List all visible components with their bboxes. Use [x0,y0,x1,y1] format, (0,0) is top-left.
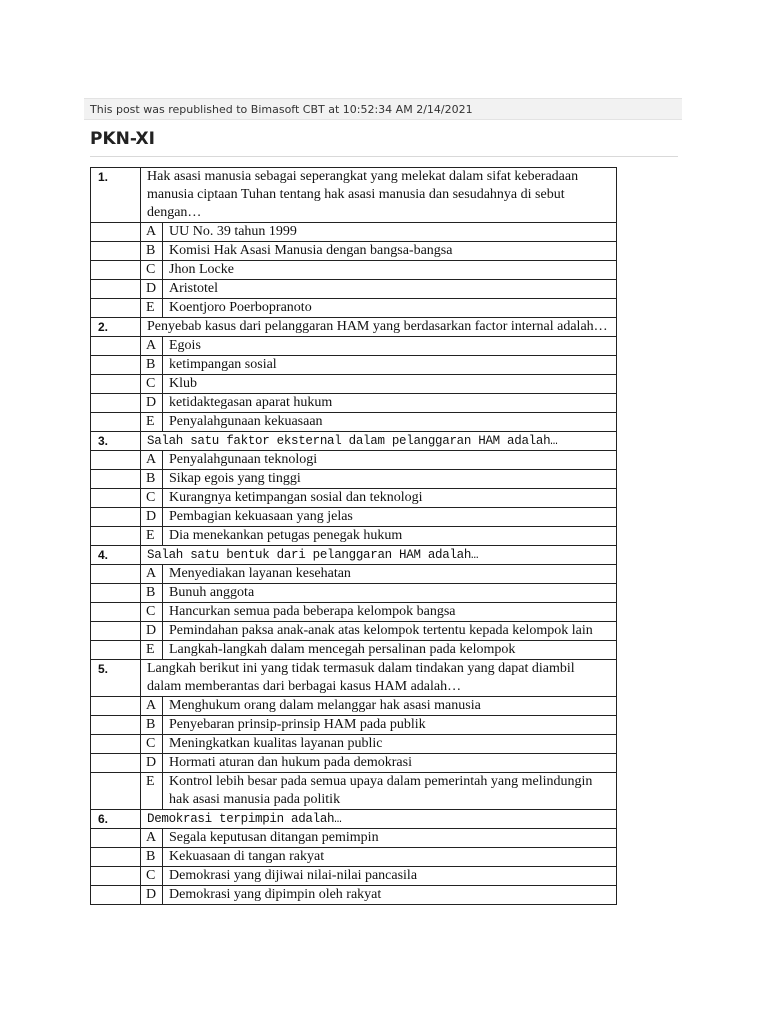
option-text: Demokrasi yang dijiwai nilai-nilai pancasila [163,867,617,886]
option-text: Pembagian kekuasaan yang jelas [163,508,617,527]
option-letter: E [141,413,163,432]
option-row [91,299,617,318]
option-text: Hormati aturan dan hukum pada demokrasi [163,754,617,773]
option-text: Komisi Hak Asasi Manusia dengan bangsa-bangsa [163,242,617,261]
option-row [91,223,617,242]
option-row [91,773,617,810]
question-row [91,432,617,451]
option-letter: D [141,622,163,641]
option-letter: C [141,867,163,886]
option-text: Koentjoro Poerbopranoto [163,299,617,318]
option-row [91,508,617,527]
option-row [91,470,617,489]
option-text: Hancurkan semua pada beberapa kelompok bangsa [163,603,617,622]
option-text: Penyebaran prinsip-prinsip HAM pada publik [163,716,617,735]
question-text: Langkah berikut ini yang tidak termasuk dalam tindakan yang dapat diambil dalam memberantas dari berbagai kasus HAM adalah… [141,660,617,697]
option-text: Bunuh anggota [163,584,617,603]
option-text: Pemindahan paksa anak-anak atas kelompok tertentu kepada kelompok lain [163,622,617,641]
question-number: 6. [91,810,141,829]
option-text: Kekuasaan di tangan rakyat [163,848,617,867]
option-letter: D [141,754,163,773]
option-row [91,394,617,413]
option-text: Langkah-langkah dalam mencegah persalinan pada kelompok [163,641,617,660]
question-row [91,660,617,697]
question-number: 5. [91,660,141,697]
quiz-table [90,167,617,905]
option-letter: C [141,489,163,508]
option-text: ketidaktegasan aparat hukum [163,394,617,413]
option-row [91,622,617,641]
option-text: Kontrol lebih besar pada semua upaya dalam pemerintah yang melindungin hak asasi manusia pada politik [163,773,617,810]
option-letter: E [141,527,163,546]
question-row [91,168,617,223]
option-letter: C [141,735,163,754]
option-letter: E [141,773,163,810]
option-letter: C [141,375,163,394]
option-letter: A [141,565,163,584]
option-letter: D [141,280,163,299]
option-row [91,603,617,622]
option-row [91,261,617,280]
title-divider [90,156,678,157]
option-row [91,754,617,773]
option-text: Menyediakan layanan kesehatan [163,565,617,584]
question-text: Salah satu faktor eksternal dalam pelanggaran HAM adalah… [141,432,617,451]
option-letter: B [141,470,163,489]
option-letter: B [141,716,163,735]
question-row [91,318,617,337]
option-letter: C [141,603,163,622]
question-row [91,546,617,565]
option-row [91,886,617,905]
option-row [91,641,617,660]
option-text: Meningkatkan kualitas layanan public [163,735,617,754]
question-text: Salah satu bentuk dari pelanggaran HAM adalah… [141,546,617,565]
option-text: Dia menekankan petugas penegak hukum [163,527,617,546]
option-text: ketimpangan sosial [163,356,617,375]
option-letter: A [141,451,163,470]
option-text: Jhon Locke [163,261,617,280]
question-text: Penyebab kasus dari pelanggaran HAM yang berdasarkan factor internal adalah… [141,318,617,337]
option-letter: A [141,829,163,848]
option-text: Penyalahgunaan kekuasaan [163,413,617,432]
option-row [91,716,617,735]
option-letter: B [141,584,163,603]
option-text: Klub [163,375,617,394]
option-text: Aristotel [163,280,617,299]
option-letter: D [141,886,163,905]
option-letter: B [141,356,163,375]
option-letter: D [141,394,163,413]
option-text: UU No. 39 tahun 1999 [163,223,617,242]
option-row [91,356,617,375]
question-number: 3. [91,432,141,451]
option-row [91,829,617,848]
option-letter: A [141,697,163,716]
option-row [91,584,617,603]
question-number: 1. [91,168,141,223]
option-row [91,413,617,432]
option-row [91,848,617,867]
option-row [91,697,617,716]
option-row [91,565,617,584]
option-row [91,375,617,394]
question-number: 4. [91,546,141,565]
question-number: 2. [91,318,141,337]
option-letter: C [141,261,163,280]
option-text: Penyalahgunaan teknologi [163,451,617,470]
option-text: Kurangnya ketimpangan sosial dan teknologi [163,489,617,508]
option-row [91,337,617,356]
option-row [91,280,617,299]
option-row [91,735,617,754]
document-title: PKN-XI [90,129,155,149]
option-row [91,242,617,261]
option-text: Segala keputusan ditangan pemimpin [163,829,617,848]
option-row [91,527,617,546]
option-letter: D [141,508,163,527]
option-letter: B [141,848,163,867]
option-text: Sikap egois yang tinggi [163,470,617,489]
option-letter: A [141,223,163,242]
option-row [91,489,617,508]
option-row [91,451,617,470]
question-row [91,810,617,829]
option-letter: E [141,299,163,318]
option-row [91,867,617,886]
option-letter: B [141,242,163,261]
option-letter: E [141,641,163,660]
question-text: Demokrasi terpimpin adalah… [141,810,617,829]
option-text: Egois [163,337,617,356]
republish-banner: This post was republished to Bimasoft CBT at 10:52:34 AM 2/14/2021 [84,98,682,120]
option-text: Menghukum orang dalam melanggar hak asasi manusia [163,697,617,716]
option-letter: A [141,337,163,356]
question-text: Hak asasi manusia sebagai seperangkat yang melekat dalam sifat keberadaan manusia ciptaan Tuhan tentang hak asasi manusia dan sesudahnya di sebut dengan… [141,168,617,223]
option-text: Demokrasi yang dipimpin oleh rakyat [163,886,617,905]
